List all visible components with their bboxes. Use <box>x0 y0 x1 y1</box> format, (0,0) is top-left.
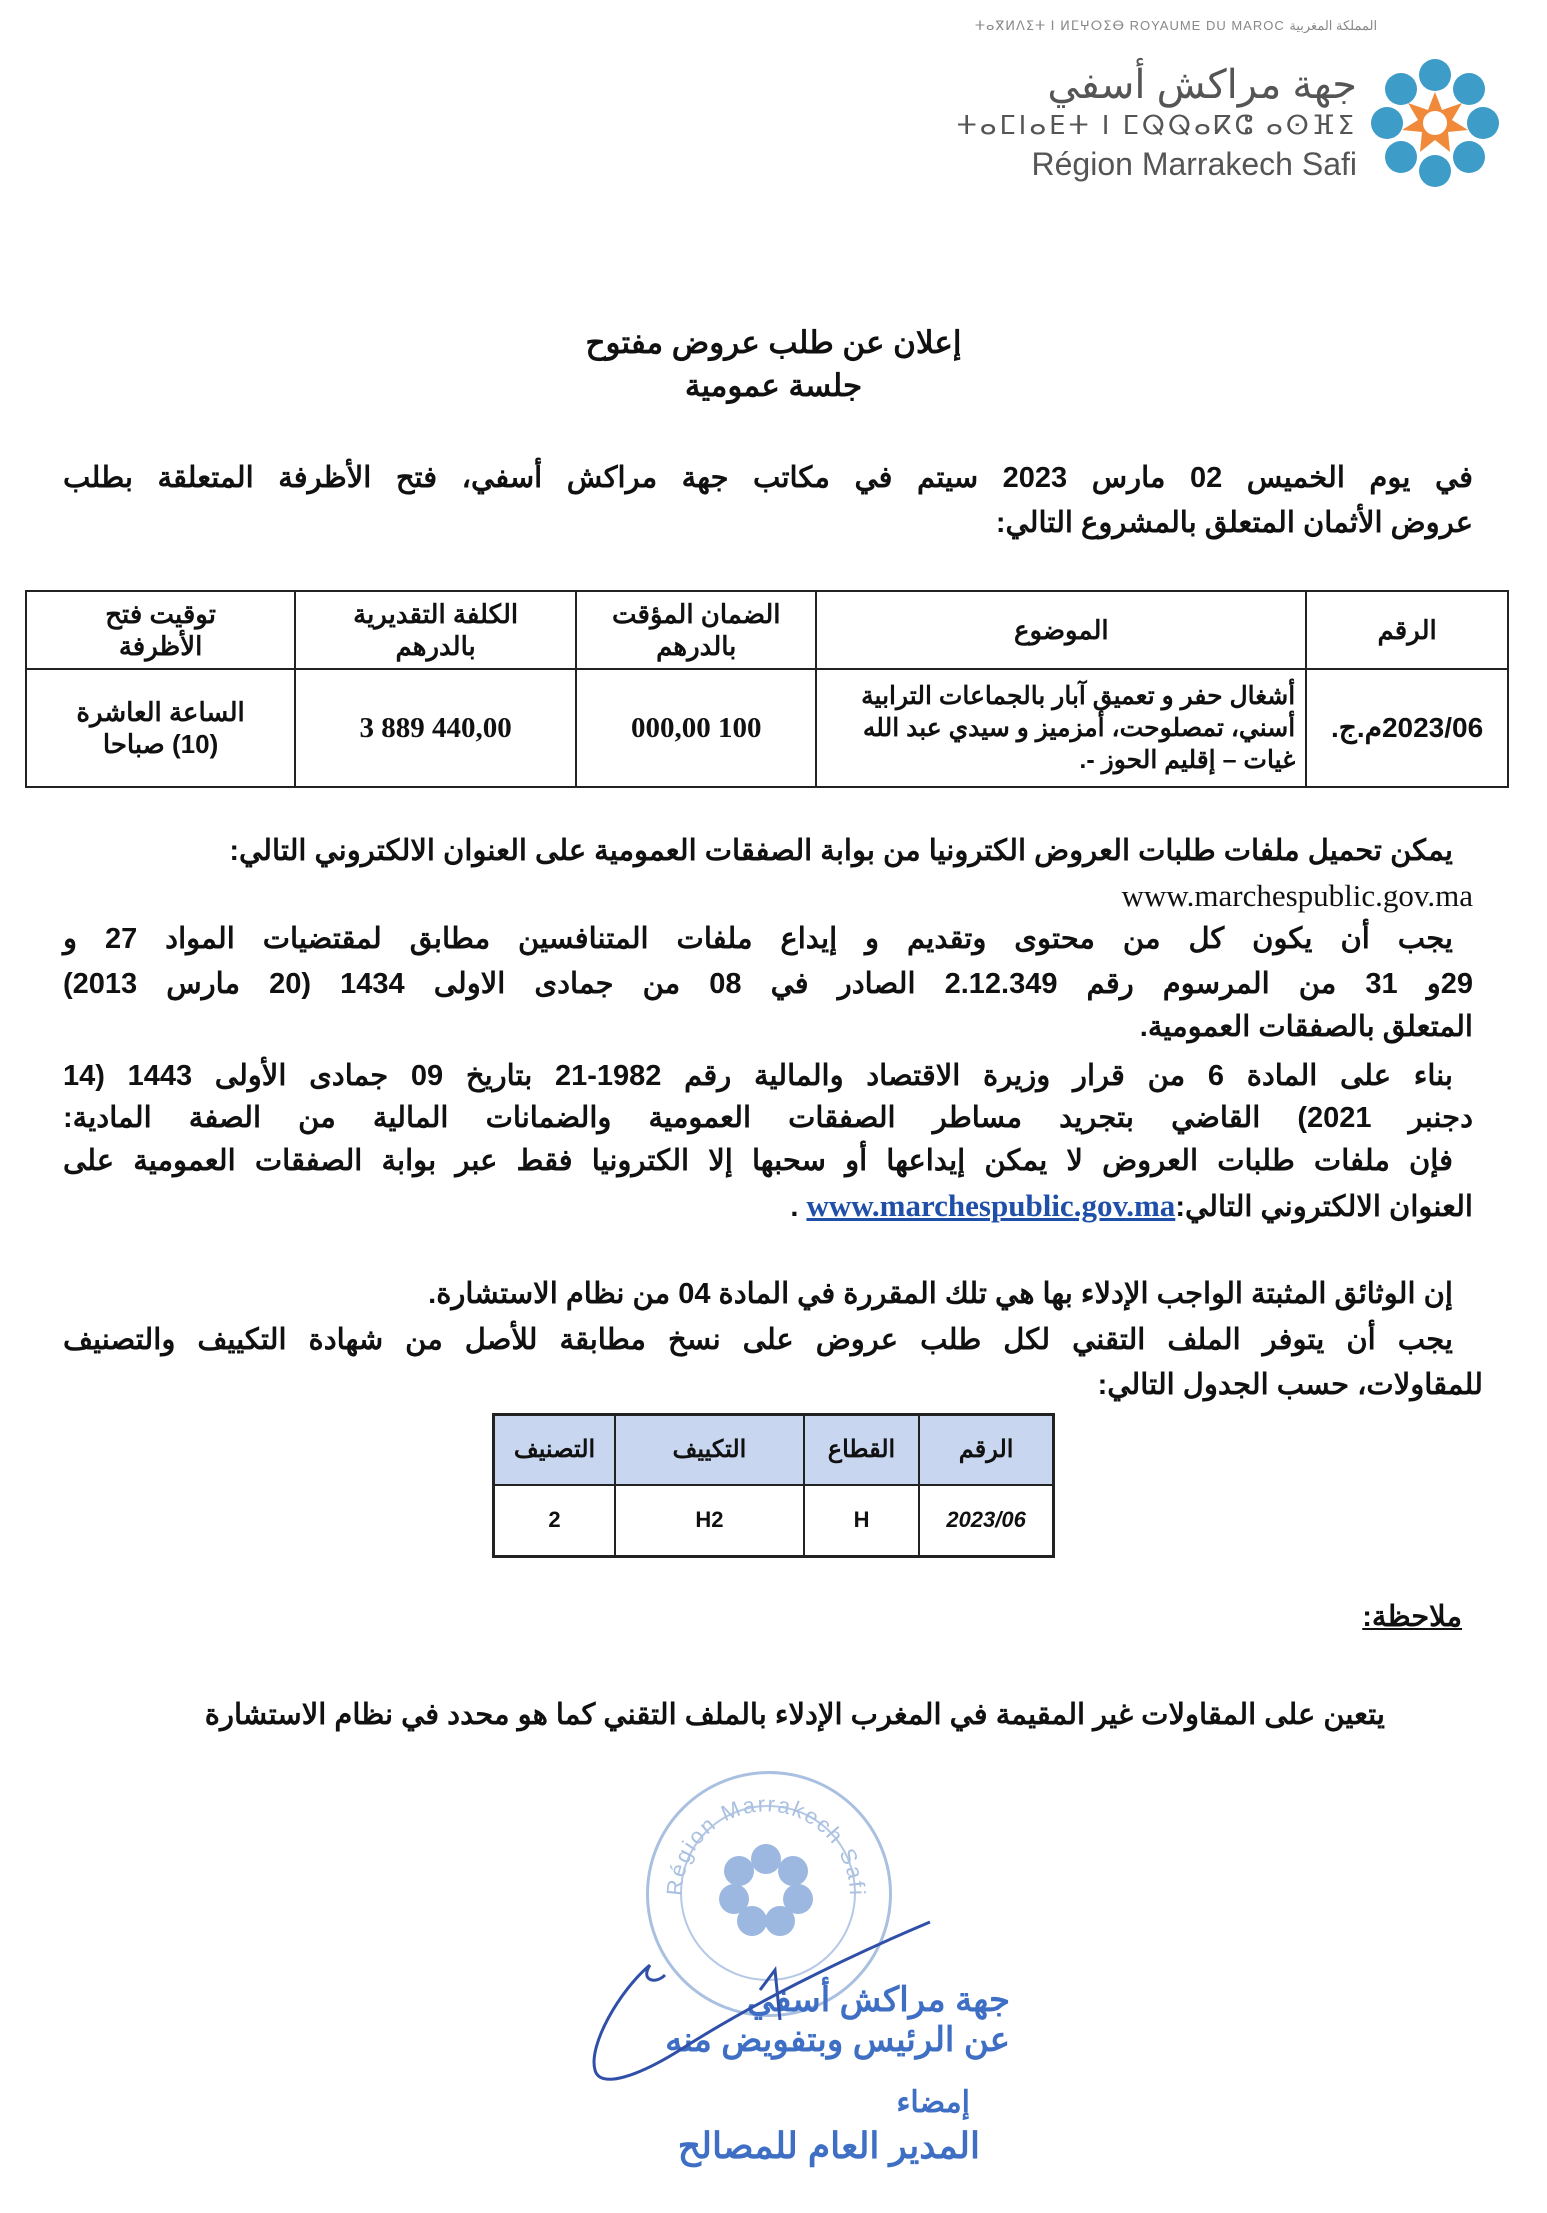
col-header-number: الرقم <box>1306 591 1508 669</box>
stamp-line-delegation: عن الرئيس وبتفويض منه <box>665 2021 1010 2059</box>
cell-number: 2023/06م.ج. <box>1306 669 1508 787</box>
cell-qualification: H2 <box>615 1485 804 1557</box>
col-header-number: الرقم <box>919 1415 1053 1485</box>
intro-line-2: عروض الأثمان المتعلق بالمشروع التالي: <box>995 507 1473 539</box>
portal-url-text: www.marchespublic.gov.ma <box>1121 878 1473 913</box>
classification-table <box>492 1413 1055 1558</box>
stamp-line-region: جهة مراكش أسفي <box>746 1981 1010 2019</box>
stamp-line-signature: إمضاء <box>896 2086 970 2119</box>
page-title: إعلان عن طلب عروض مفتوح <box>585 325 962 360</box>
cell-guarantee: 100 000,00 <box>576 669 816 787</box>
page-subtitle: جلسة عمومية <box>684 368 863 403</box>
stamp-line-director: المدير العام للمصالح <box>677 2125 980 2166</box>
col-header-cost: الكلفة التقديرية بالدرهم <box>295 591 576 669</box>
col-header-opening-time: توقيت فتح الأظرفة <box>26 591 295 669</box>
col-header-guarantee: الضمان المؤقت بالدرهم <box>576 591 816 669</box>
table-row <box>494 1485 1054 1557</box>
table-header-row <box>26 591 1508 669</box>
stamp-ring-text: Région Marrakech Safi <box>661 1791 871 1898</box>
paragraph-5-line-1: إن الوثائق المثبتة الواجب الإدلاء بها هي تلك المقررة في المادة 04 من نظام الاستشارة. <box>428 1278 1453 1310</box>
brand-name-tifinagh: ⵜⴰⵎⵏⴰⴹⵜ ⵏ ⵎⵕⵕⴰⴽⵛ ⴰⵙⴼⵉ <box>956 110 1357 140</box>
paragraph-6-line-2: للمقاولات، حسب الجدول التالي: <box>1097 1369 1483 1401</box>
cell-number: 2023/06 <box>919 1485 1053 1557</box>
cell-subject: أشغال حفر و تعميق آبار بالجماعات الترابية أسني، تمصلوحت، أمزميز و سيدي عبد الله غيات – إقليم الحوز -. <box>816 669 1306 787</box>
paragraph-1-line-1: يمكن تحميل ملفات طلبات العروض الكترونيا من بوابة الصفقات العمومية على العنوان الالكتروني التالي: <box>229 835 1453 867</box>
paragraph-2-line-3: المتعلق بالصفقات العمومية. <box>1139 1011 1473 1043</box>
note-heading: ملاحظة: <box>1362 1601 1462 1633</box>
col-header-classification: التصنيف <box>494 1415 616 1485</box>
paragraph-4-line-2 <box>63 1186 1473 1227</box>
col-header-subject: الموضوع <box>816 591 1306 669</box>
paragraph-3-line-2: دجنبر 2021) القاضي بتجريد مساطر الصفقات العمومية والضمانات المالية من الصفة المادية: <box>63 1102 1473 1134</box>
paragraph-4-label: العنوان الالكتروني التالي: <box>1175 1191 1473 1223</box>
paragraph-6-line-1: يجب أن يتوفر الملف التقني لكل طلب عروض على نسخ مطابقة للأصل من شهادة التكييف والتصنيف <box>63 1324 1453 1356</box>
cell-classification: 2 <box>494 1485 616 1557</box>
col-header-qualification: التكييف <box>615 1415 804 1485</box>
region-logo-icon <box>1370 58 1500 188</box>
col-header-sector: القطاع <box>804 1415 919 1485</box>
paragraph-4-line-1: فإن ملفات طلبات العروض لا يمكن إيداعها أو سحبها إلا الكترونيا فقط عبر بوابة الصفقات العمومية على <box>63 1145 1453 1177</box>
note-text: يتعين على المقاولات غير المقيمة في المغرب الإدلاء بالملف التقني كما هو محدد في نظام الاستشارة <box>204 1699 1385 1731</box>
table-row <box>26 669 1508 787</box>
table-header-row <box>494 1415 1054 1485</box>
kingdom-header-line: ⵜⴰⴳⵍⴷⵉⵜ ⵏ ⵍⵎⵖⵔⵉⴱ ROYAUME DU MAROC المملكة المغربية <box>975 18 1378 33</box>
tender-table <box>25 590 1509 788</box>
cell-opening-time: الساعة العاشرة (10) صباحا <box>26 669 295 787</box>
brand-name-french: Région Marrakech Safi <box>1031 146 1357 182</box>
cell-cost: 3 889 440,00 <box>295 669 576 787</box>
cell-sector: H <box>804 1485 919 1557</box>
paragraph-4-end: . <box>790 1191 799 1223</box>
portal-link[interactable]: www.marchespublic.gov.ma <box>806 1188 1176 1223</box>
paragraph-2-line-1: يجب أن يكون كل من محتوى وتقديم و إيداع ملفات المتنافسين مطابق لمقتضيات المواد 27 و <box>63 923 1453 955</box>
handwritten-signature-icon <box>580 1910 950 2100</box>
brand-name-arabic: جهة مراكش أسفي <box>1047 63 1357 107</box>
paragraph-3-line-1: بناء على المادة 6 من قرار وزيرة الاقتصاد والمالية رقم 1982-21 بتاريخ 09 جمادى الأولى 1443 (14 <box>63 1060 1454 1092</box>
paragraph-2-line-2: 29و 31 من المرسوم رقم 2.12.349 الصادر في 08 من جمادى الاولى 1434 (20 مارس 2013) <box>63 968 1474 1000</box>
intro-line-1: في يوم الخميس 02 مارس 2023 سيتم في مكاتب جهة مراكش أسفي، فتح الأظرفة المتعلقة بطلب <box>63 462 1473 494</box>
